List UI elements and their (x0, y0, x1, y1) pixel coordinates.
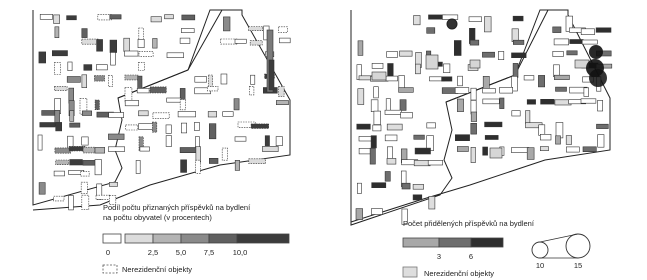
building (97, 40, 103, 52)
right-legend-nonres-swatch (403, 267, 417, 277)
building (455, 88, 469, 94)
left-legend-tick-2-5: 2,5 (147, 248, 159, 257)
building (385, 172, 390, 182)
building (222, 148, 227, 160)
building (485, 122, 502, 127)
building (166, 136, 171, 147)
building (208, 75, 212, 87)
building (108, 134, 124, 140)
building (471, 112, 477, 122)
building (279, 38, 290, 43)
building (82, 111, 91, 116)
building (427, 28, 435, 34)
building (471, 147, 475, 162)
right-legend-tick-6: 6 (468, 252, 474, 261)
building (387, 158, 396, 164)
building (370, 148, 375, 164)
building (413, 195, 422, 200)
building (125, 100, 138, 105)
building (110, 15, 121, 19)
building (540, 147, 548, 151)
building (512, 148, 529, 153)
building (221, 74, 227, 84)
building (55, 148, 71, 153)
building (249, 86, 254, 95)
building (208, 86, 219, 91)
right-map (351, 10, 612, 225)
building (385, 135, 397, 141)
building (527, 148, 534, 160)
building (483, 99, 500, 104)
building (358, 41, 363, 56)
building (513, 40, 524, 44)
building (371, 209, 382, 215)
building (108, 75, 112, 86)
building (566, 147, 579, 152)
building (400, 100, 406, 111)
legend-circle-10 (532, 242, 548, 258)
building (195, 77, 207, 83)
building (540, 134, 551, 140)
building (279, 86, 285, 96)
building (470, 40, 479, 45)
building (180, 38, 190, 43)
building (223, 112, 234, 117)
building (235, 39, 246, 43)
building (458, 76, 463, 86)
building (194, 122, 199, 130)
building (455, 135, 469, 141)
building (178, 111, 196, 117)
left-legend-title-line1: Podíl počtu přiznaných příspěvků na bydlení (103, 203, 251, 212)
building (150, 87, 166, 93)
building (95, 147, 105, 153)
building (454, 41, 461, 56)
right-legend-swatch-0 (403, 238, 439, 247)
building (554, 75, 569, 79)
building (69, 146, 85, 151)
building (82, 137, 89, 145)
building (415, 148, 430, 154)
building (82, 75, 87, 88)
building (356, 209, 363, 220)
building (484, 17, 491, 32)
building (483, 147, 488, 155)
building (457, 147, 468, 152)
building (139, 111, 149, 116)
left-map (33, 10, 290, 210)
right-legend-swatch-1 (439, 238, 471, 247)
building (223, 17, 230, 31)
building (471, 88, 476, 100)
building (357, 183, 361, 193)
building (39, 183, 45, 195)
building (358, 89, 364, 105)
building (265, 136, 269, 148)
building (209, 124, 216, 139)
left-legend-swatch-3 (181, 234, 209, 243)
building (556, 87, 567, 91)
building (553, 51, 564, 56)
building (429, 196, 435, 209)
building (136, 160, 140, 173)
building (181, 29, 194, 33)
building (70, 111, 74, 122)
building (39, 52, 46, 63)
building (111, 52, 116, 65)
building (54, 86, 67, 90)
building (513, 16, 523, 21)
building (596, 28, 611, 33)
right-legend-nonres-label: Nerezidenční objekty (424, 269, 495, 278)
right-map-buildings (356, 15, 612, 225)
building (457, 99, 463, 112)
building (371, 100, 378, 112)
building (471, 123, 477, 134)
left-legend-swatch-4 (209, 234, 237, 243)
building (498, 51, 503, 59)
left-legend-title-line2: na počtu obyvatel (v procentech) (103, 213, 212, 222)
building (153, 39, 158, 49)
building (166, 125, 171, 133)
building (387, 147, 392, 159)
building (140, 147, 150, 151)
building (95, 100, 99, 110)
building (82, 29, 87, 38)
left-legend-swatch-5 (237, 234, 289, 243)
building (598, 135, 604, 148)
building (597, 124, 609, 128)
building (208, 112, 217, 118)
building (372, 63, 383, 68)
legend-circle-label-10: 10 (535, 261, 545, 270)
building (42, 111, 55, 116)
building (567, 51, 577, 55)
building (235, 137, 246, 141)
building (279, 27, 288, 33)
building (401, 112, 413, 118)
building (414, 16, 421, 25)
building (109, 113, 124, 118)
building (137, 88, 149, 93)
left-legend-nonres-label: Nerezidenční objekty (122, 265, 193, 274)
building (249, 27, 263, 31)
building (81, 172, 90, 176)
building (442, 15, 457, 20)
left-legend-swatch-0 (103, 234, 121, 243)
building (196, 160, 201, 173)
building (124, 51, 138, 56)
building (276, 101, 288, 105)
building (167, 98, 181, 102)
building (538, 75, 544, 87)
building (372, 183, 386, 188)
building (541, 99, 555, 104)
building (54, 63, 60, 75)
building (374, 87, 379, 98)
building (357, 124, 371, 129)
building (427, 123, 436, 128)
building (165, 15, 174, 19)
building (251, 124, 269, 128)
building (269, 60, 274, 90)
left-legend-tick-10-0: 10,0 (232, 248, 248, 257)
building (109, 182, 117, 186)
left-legend-swatch-2 (153, 234, 181, 243)
building (402, 183, 410, 189)
building (56, 122, 62, 130)
building (55, 27, 59, 38)
building (500, 98, 504, 109)
count-circle-3 (589, 69, 607, 87)
building (96, 65, 107, 70)
building (181, 160, 187, 173)
building (582, 40, 597, 44)
building (485, 135, 498, 139)
building (276, 137, 282, 146)
building (68, 62, 72, 71)
count-circle-small (447, 19, 457, 29)
building (84, 65, 92, 71)
building (385, 110, 402, 114)
building (251, 75, 255, 84)
building (598, 100, 603, 111)
building (54, 15, 60, 24)
left-legend-tick-5-0: 5,0 (175, 248, 187, 257)
building (139, 124, 153, 130)
building (180, 148, 197, 153)
building (442, 77, 452, 81)
building (371, 136, 376, 148)
building (413, 184, 424, 189)
building (388, 64, 394, 78)
building (524, 76, 534, 80)
building (414, 160, 430, 165)
building (414, 135, 425, 139)
building (584, 88, 589, 97)
building (110, 40, 117, 52)
building (374, 111, 381, 125)
right-legend-swatch-2 (471, 238, 503, 247)
building (56, 160, 69, 165)
building (553, 27, 561, 33)
legend-circle-label-15: 15 (573, 261, 583, 270)
building (372, 72, 386, 80)
building (209, 158, 218, 163)
building (167, 53, 184, 58)
building (70, 123, 80, 127)
building (54, 196, 64, 201)
building (38, 135, 42, 150)
building (83, 147, 95, 153)
left-legend-swatch-1 (125, 234, 153, 243)
building (153, 113, 169, 119)
building (554, 39, 569, 45)
building (483, 76, 489, 89)
legend-circle-tangent (540, 234, 578, 242)
building (81, 182, 87, 194)
building (570, 40, 584, 44)
building (152, 122, 156, 132)
building (581, 99, 596, 103)
building (108, 147, 124, 152)
building (527, 100, 535, 105)
building (250, 41, 262, 45)
building (67, 77, 80, 83)
building (52, 51, 67, 56)
building (566, 136, 571, 145)
building (151, 17, 161, 22)
building (40, 14, 52, 19)
building (400, 51, 413, 56)
building (70, 160, 83, 166)
building (556, 136, 561, 144)
building (180, 100, 185, 110)
building (583, 147, 596, 152)
building (539, 125, 545, 136)
right-legend-tick-3: 3 (436, 252, 442, 261)
building (526, 111, 530, 124)
building (67, 16, 77, 20)
building (234, 99, 239, 110)
building (428, 160, 442, 165)
building (581, 29, 594, 35)
right-legend-title: Počet přidělených příspěvků na bydlení (403, 219, 534, 228)
building (387, 52, 398, 58)
left-legend-nonres-swatch (103, 265, 117, 273)
left-legend-tick-7-5: 7,5 (203, 248, 215, 257)
building (69, 196, 74, 210)
building (373, 125, 381, 131)
building (182, 15, 195, 20)
building (138, 39, 144, 47)
building (500, 87, 513, 93)
building (399, 75, 405, 88)
building (483, 88, 496, 93)
count-circle-1 (589, 45, 603, 59)
building (512, 111, 520, 116)
building (82, 195, 89, 209)
building (96, 195, 110, 199)
building (387, 124, 402, 130)
building (94, 76, 104, 82)
building (444, 64, 450, 73)
building (235, 160, 239, 170)
building (386, 76, 398, 81)
building (469, 17, 482, 22)
building (415, 64, 420, 74)
building (54, 171, 65, 176)
building (181, 123, 186, 133)
building (399, 88, 414, 93)
left-legend-tick-0: 0 (105, 248, 111, 257)
building (125, 75, 138, 80)
building (124, 38, 130, 51)
building (470, 60, 480, 68)
building (40, 123, 55, 128)
building (512, 29, 518, 42)
building (512, 53, 527, 58)
building (482, 52, 494, 57)
building (426, 55, 438, 69)
building (139, 52, 153, 57)
legend-circle-15 (566, 234, 590, 258)
building (513, 63, 518, 77)
building (138, 62, 144, 70)
building (126, 125, 138, 130)
building (249, 159, 266, 164)
building (98, 15, 112, 20)
building (490, 148, 502, 158)
building (263, 146, 279, 151)
building (95, 159, 101, 174)
